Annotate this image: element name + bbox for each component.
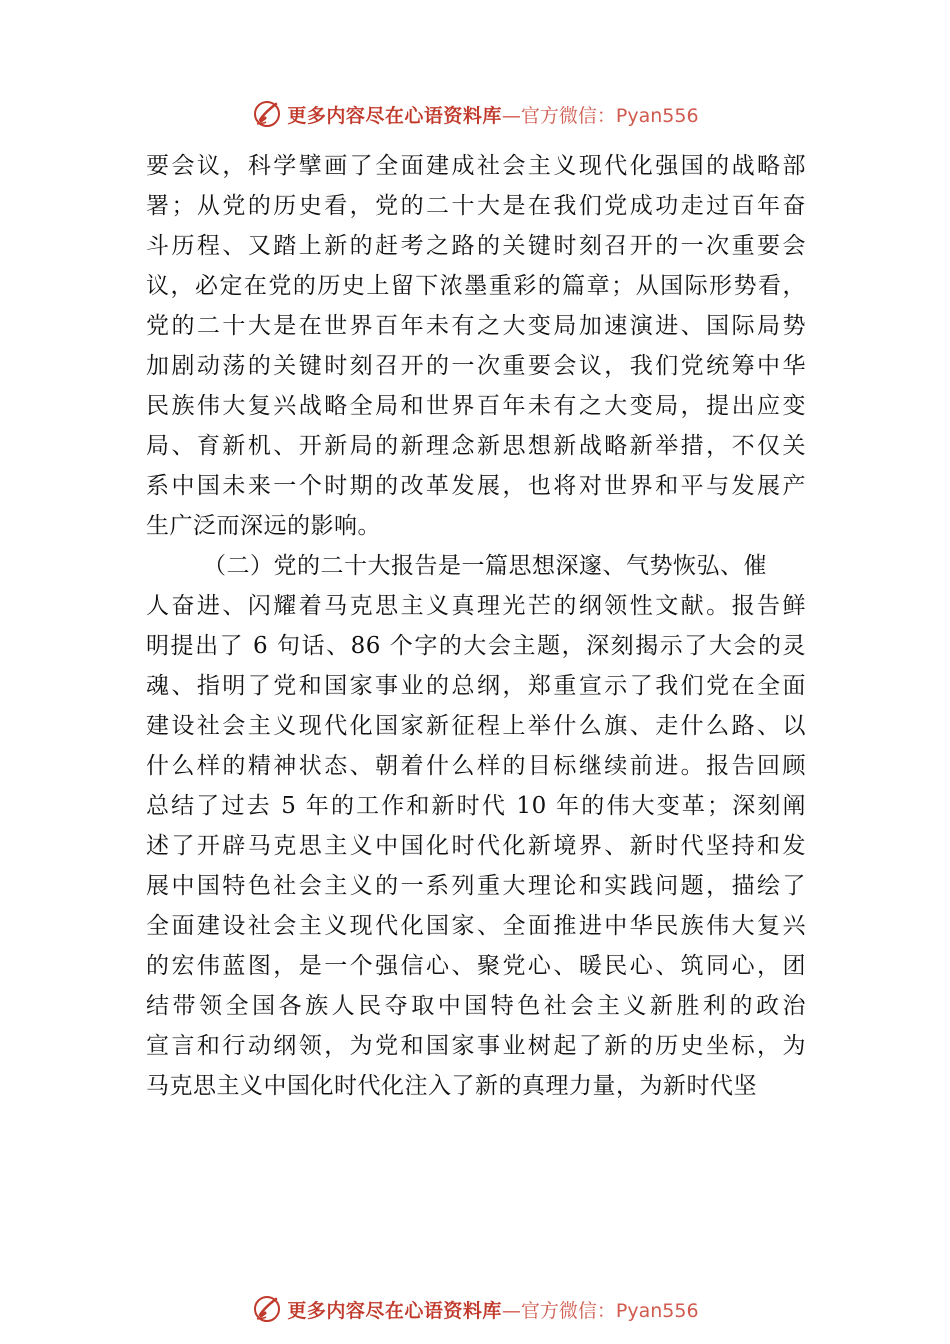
document-body bbox=[146, 146, 806, 1106]
footer-wechat: —官方微信：Pyan556 bbox=[501, 1299, 699, 1322]
text-line: 议，必定在党的历史上留下浓墨重彩的篇章；从国际形势看， bbox=[146, 273, 806, 299]
text-line: 述了开辟马克思主义中国化时代化新境界、新时代坚持和发 bbox=[146, 833, 806, 859]
paragraph-1 bbox=[146, 146, 806, 546]
text-line: 结带领全国各族人民夺取中国特色社会主义新胜利的政治 bbox=[146, 993, 806, 1019]
text-line: 展中国特色社会主义的一系列重大理论和实践问题，描绘了 bbox=[146, 873, 806, 899]
text-line: 署；从党的历史看，党的二十大是在我们党成功走过百年奋 bbox=[146, 193, 806, 219]
text-line: 生广泛而深远的影响。 bbox=[146, 513, 381, 539]
footer-slogan: 更多内容尽在心语资料库 bbox=[287, 1299, 502, 1322]
text-line: 斗历程、又踏上新的赶考之路的关键时刻召开的一次重要会 bbox=[146, 233, 806, 259]
text-line: 建设社会主义现代化国家新征程上举什么旗、走什么路、以 bbox=[146, 713, 806, 739]
text-line: 宣言和行动纲领，为党和国家事业树起了新的历史坐标，为 bbox=[146, 1033, 806, 1059]
header-wechat: —官方微信：Pyan556 bbox=[501, 104, 699, 127]
header-banner bbox=[0, 94, 950, 134]
text-line: 魂、指明了党和国家事业的总纲，郑重宣示了我们党在全面 bbox=[146, 673, 806, 699]
text-line: 局、育新机、开新局的新理念新思想新战略新举措，不仅关 bbox=[146, 433, 806, 459]
header-slogan: 更多内容尽在心语资料库 bbox=[287, 104, 502, 127]
pen-logo-icon bbox=[251, 98, 283, 130]
text-line: 什么样的精神状态、朝着什么样的目标继续前进。报告回顾 bbox=[146, 753, 806, 779]
text-line: 民族伟大复兴战略全局和世界百年未有之大变局，提出应变 bbox=[146, 393, 806, 419]
text-line: 全面建设社会主义现代化国家、全面推进中华民族伟大复兴 bbox=[146, 913, 806, 939]
text-line: 要会议，科学擘画了全面建成社会主义现代化强国的战略部 bbox=[146, 153, 806, 179]
paragraph-2 bbox=[146, 546, 806, 1106]
text-line: 人奋进、闪耀着马克思主义真理光芒的纲领性文献。报告鲜 bbox=[146, 593, 806, 619]
text-line: 明提出了 6 句话、86 个字的大会主题，深刻揭示了大会的灵 bbox=[146, 633, 806, 659]
text-line: 党的二十大是在世界百年未有之大变局加速演进、国际局势 bbox=[146, 313, 806, 339]
text-line: （二）党的二十大报告是一篇思想深邃、气势恢弘、催 bbox=[203, 553, 767, 579]
footer-banner bbox=[0, 1289, 950, 1329]
pen-logo-icon bbox=[251, 1293, 283, 1325]
text-line: 总结了过去 5 年的工作和新时代 10 年的伟大变革；深刻阐 bbox=[146, 793, 806, 819]
text-line: 加剧动荡的关键时刻召开的一次重要会议，我们党统筹中华 bbox=[146, 353, 806, 379]
text-line: 系中国未来一个时期的改革发展，也将对世界和平与发展产 bbox=[146, 473, 806, 499]
text-line: 马克思主义中国化时代化注入了新的真理力量，为新时代坚 bbox=[146, 1073, 757, 1099]
text-line: 的宏伟蓝图，是一个强信心、聚党心、暖民心、筑同心，团 bbox=[146, 953, 806, 979]
